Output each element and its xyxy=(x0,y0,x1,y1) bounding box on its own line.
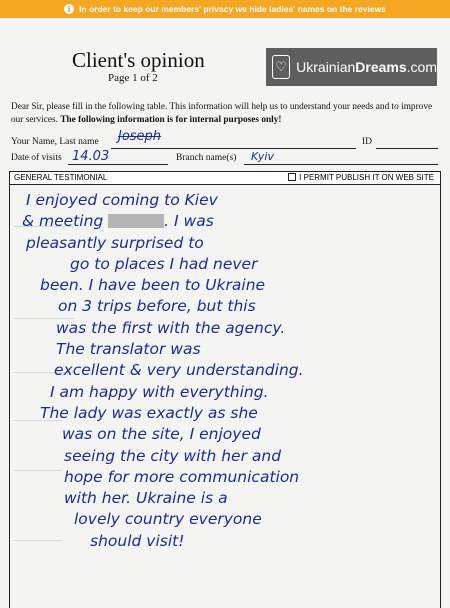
logo-text-ukrainian: Ukrainian xyxy=(296,59,356,75)
testimonial-line: with her. Ukraine is a xyxy=(64,489,228,508)
testimonial-line-start: & meeting xyxy=(22,212,104,231)
branch-label: Branch name(s) xyxy=(176,153,237,163)
testimonial-line: hope for more communication xyxy=(64,467,300,486)
logo-text-dreams: Dreams xyxy=(355,59,407,75)
name-label: Your Name, Last name xyxy=(11,137,99,147)
testimonial-line: should visit! xyxy=(90,531,185,550)
redacted-name xyxy=(108,214,164,228)
ukrainiandreams-logo xyxy=(266,48,437,86)
logo-text-com: .com xyxy=(406,59,437,75)
testimonial-line: I enjoyed coming to Kiev xyxy=(26,191,218,209)
date-underline xyxy=(68,164,168,165)
permit-checkbox xyxy=(288,173,296,181)
handwritten-testimonial xyxy=(22,190,442,552)
privacy-banner xyxy=(0,0,450,18)
branch-underline xyxy=(244,164,438,165)
name-value: Joseph xyxy=(118,129,162,144)
testimonial-section-header xyxy=(9,171,441,185)
form-title: Client's opinion xyxy=(72,48,205,72)
testimonial-line: lovely country everyone xyxy=(74,510,262,529)
testimonial-line-end: . I was xyxy=(164,212,214,231)
testimonial-line xyxy=(22,211,442,232)
permit-label: I PERMIT PUBLISH IT ON WEB SITE xyxy=(299,173,434,182)
id-underline xyxy=(376,148,438,149)
name-underline xyxy=(111,148,356,149)
id-label: ID xyxy=(362,137,373,147)
date-label: Date of visits xyxy=(11,153,62,163)
testimonial-line: been. I have been to Ukraine xyxy=(40,276,266,295)
testimonial-line: excellent & very understanding. xyxy=(54,361,304,380)
branch-value: Kyiv xyxy=(251,150,274,163)
testimonial-line: was the first with the agency. xyxy=(56,318,286,337)
testimonial-line: on 3 trips before, but this xyxy=(58,297,256,316)
page-indicator: Page 1 of 2 xyxy=(108,72,158,84)
info-icon: i xyxy=(64,4,74,14)
testimonial-line: I am happy with everything. xyxy=(50,382,269,401)
section-title: GENERAL TESTIMONIAL xyxy=(14,173,108,182)
permit-publish-option xyxy=(288,173,434,182)
intro-strong-text: The following information is for internal purposes only! xyxy=(60,115,282,125)
privacy-banner-text: In order to keep our members' privacy we hide ladies' names on the reviews xyxy=(79,4,386,14)
testimonial-line: go to places I had never xyxy=(70,254,258,273)
heart-icon: ♡ xyxy=(272,55,290,79)
form-intro xyxy=(11,101,441,127)
testimonial-line: seeing the city with her and xyxy=(64,446,282,465)
testimonial-line: was on the site, I enjoyed xyxy=(62,425,261,444)
intro-text: Dear Sir, please fill in the following table. This information will help us to understand your needs and to improve our services. xyxy=(11,102,433,125)
testimonial-line: The translator was xyxy=(56,340,201,359)
date-value: 14.03 xyxy=(72,149,110,164)
testimonial-line: pleasantly surprised to xyxy=(26,233,204,252)
testimonial-line: The lady was exactly as she xyxy=(40,403,258,422)
